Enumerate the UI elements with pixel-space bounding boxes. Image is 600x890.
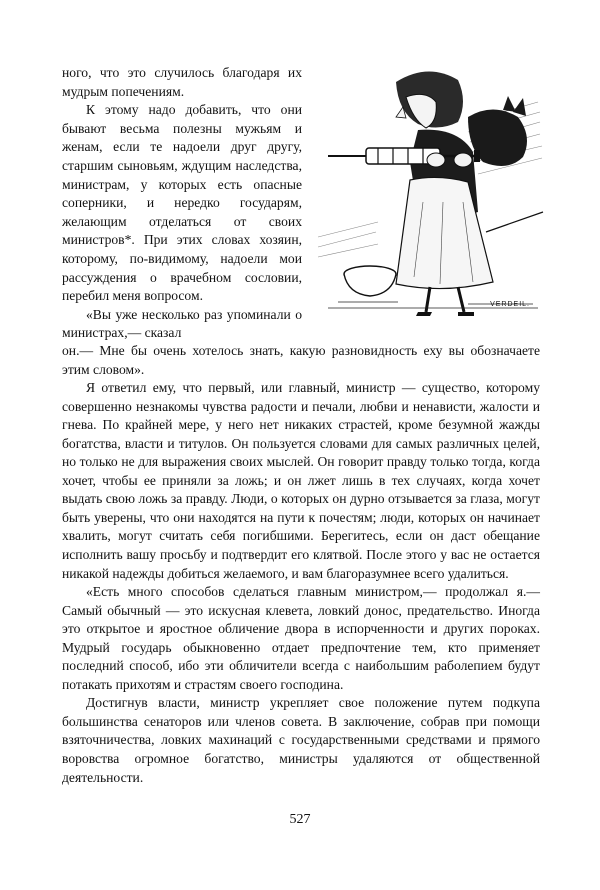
full-width-text <box>62 342 540 787</box>
woman-with-syringe-illustration <box>318 62 548 320</box>
illustration-engraving <box>318 62 548 320</box>
paragraph: «Вы уже несколько раз упоминали о министрах,— сказал <box>62 306 302 341</box>
paragraph: Достигнув власти, министр укрепляет свое положение путем подкупа большинства сенаторов или членов совета. В заключение, собрав при помощи взяточничества, ловких махинаций с государственными средствами и прямого воровства огромное богатство, министры удаляются от общественной деятельности. <box>62 695 540 785</box>
paragraph: он.— Мне бы очень хотелось знать, какую разновидность еху вы обозначаете этим словом». <box>62 343 540 377</box>
paragraph: Я ответил ему, что первый, или главный, министр — существо, которому совершенно незнакомы чувства радости и печали, любви и ненависти, жалости и гнева. По крайней мере, у него нет никаких страстей, кроме безумной жажды богатства, власти и титулов. Он пользуется словами для самых различных целей, но только не для выражения своих мыслей. Он говорит правду только тогда, когда хочет, чтобы ее приняли за ложь; и он лжет лишь в тех случаях, когда хочет выдать свою ложь за правду. Люди, о которых он дурно отзывается за глаза, могут быть уверены, что они находятся на пути к почестям; люди, которых он начинает хвалить, могут считать себя погибшими. Берегитесь, если он даст обещание исполнить вашу просьбу и подтвердит его клятвой. После этого у вас не остается никакой надежды добиться желаемого, и вам благоразумнее всего удалиться. <box>62 380 540 581</box>
narrow-text-column <box>62 64 302 343</box>
paragraph: К этому надо добавить, что они бывают весьма полезны мужьям и женам, если те надоели друг другу, старшим сыновьям, ждущим наследства, министрам, у которых есть опасные соперники, и нередко государям, желающим отделаться от своих министров*. При этих словах хозяин, которому, по-видимому, надоели мои рассуждения о врачебном сословии, перебил меня вопросом. <box>62 102 302 304</box>
paragraph: ного, что это случилось благодаря их мудрым попечениям. <box>62 65 302 99</box>
illustration-signature: VERDEIL. <box>490 301 530 308</box>
paragraph: «Есть много способов сделаться главным министром,— продолжал я.— Самый обычный — это искусная клевета, ловкий донос, предательство. Иногда это открытое и яростное обличение двора в испорченности и других пороках. Мудрый государь обыкновенно отдает предпочтение тем, кто применяет последний способ, ибо эти обличители всегда с наибольшим раболепием будут потакать прихотям и страстям своего господина. <box>62 584 540 692</box>
page-number: 527 <box>289 812 311 827</box>
